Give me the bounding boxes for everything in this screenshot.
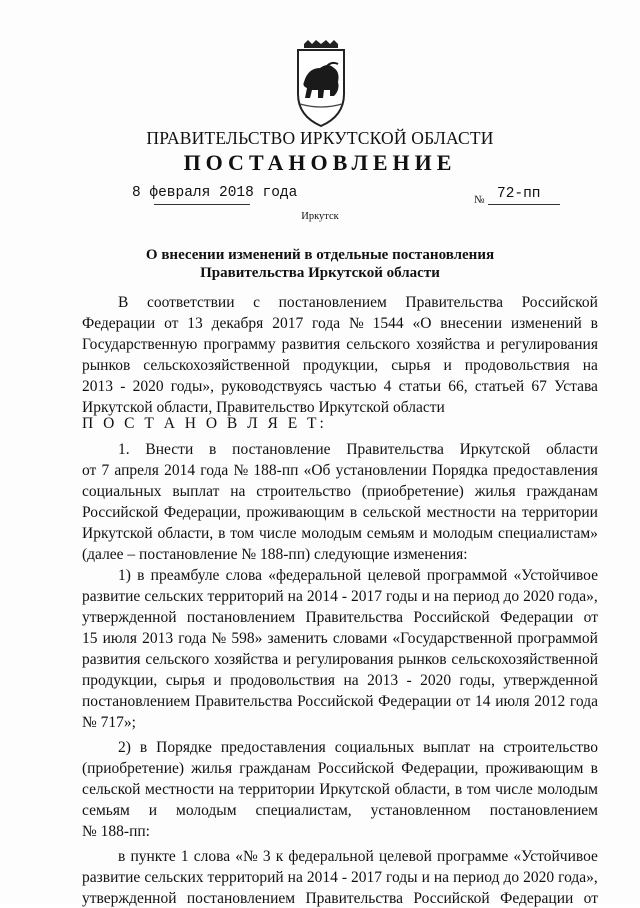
body-line — [82, 672, 598, 690]
body-word: от — [456, 693, 471, 710]
body-word: 13 — [187, 315, 203, 332]
body-word: года», — [558, 869, 598, 886]
body-word: на — [343, 672, 359, 689]
body-word: сельских — [144, 588, 204, 605]
body-word: в — [218, 525, 226, 542]
body-word: Иркутской — [319, 781, 390, 798]
body-word: 2020 — [523, 588, 555, 605]
body-word: № — [233, 462, 249, 479]
body-word: проживающим — [246, 504, 345, 521]
body-word: территории — [238, 781, 315, 798]
body-word: 2014 — [164, 462, 196, 479]
body-word: 2017 — [351, 869, 383, 886]
body-word: на — [287, 588, 303, 605]
body-word: период — [453, 588, 500, 605]
body-word: годы, — [459, 672, 495, 689]
body-word: целевой — [378, 848, 432, 865]
body-word: хозяйства — [214, 651, 279, 668]
body-word: в — [118, 848, 126, 865]
body-word: В — [118, 294, 129, 311]
body-line — [82, 504, 598, 522]
body-word: числе — [258, 525, 297, 542]
body-line — [118, 294, 598, 312]
body-word: 2013 — [367, 672, 399, 689]
body-word: Правительства — [305, 609, 403, 626]
body-word: числе — [495, 781, 533, 798]
body-line: Иркутской области, Правительство Иркутской области — [82, 399, 445, 416]
body-word: области, — [157, 525, 214, 542]
body-word: 2020 — [523, 869, 555, 886]
date-underline — [154, 204, 250, 205]
body-word: № — [348, 315, 364, 332]
body-line — [82, 890, 598, 908]
body-word: сельской — [362, 504, 422, 521]
body-word: и — [421, 588, 430, 605]
body-word: 2013 — [82, 378, 113, 395]
body-word: 3 — [262, 848, 271, 865]
body-word: Государственную — [82, 336, 198, 353]
body-word: и — [213, 672, 222, 689]
body-word: «О — [412, 315, 432, 332]
body-word: том — [230, 525, 255, 542]
body-word: 598» — [231, 630, 263, 647]
body-line — [118, 567, 598, 585]
body-line — [82, 651, 598, 669]
body-word: регулирования — [500, 336, 598, 353]
body-line: № 188-пп: — [82, 823, 150, 840]
body-word: в — [590, 315, 598, 332]
body-word: сельского — [145, 651, 210, 668]
body-word: постановлением — [278, 294, 387, 311]
body-word: специалистам» — [497, 525, 598, 542]
heading-line-2: Правительства Иркутской области — [200, 265, 440, 281]
body-word: и — [148, 802, 158, 819]
body-word: установлении — [335, 462, 427, 479]
body-line: (далее – постановление № 188-пп) следующие изменения: — [82, 546, 468, 563]
body-word: молодым — [537, 781, 598, 798]
body-word: Российской — [413, 609, 490, 626]
body-word: развития — [82, 651, 141, 668]
body-word: утвержденной — [82, 890, 177, 907]
body-word: года — [178, 630, 207, 647]
body-word: 2017 — [351, 588, 383, 605]
body-word: декабря — [211, 315, 264, 332]
body-word: Российской — [297, 693, 374, 710]
body-word: продовольствия — [230, 672, 336, 689]
body-word: слова — [193, 848, 231, 865]
body-word: 1 — [180, 848, 189, 865]
body-word: том — [466, 781, 491, 798]
body-line — [82, 630, 598, 648]
body-line — [82, 781, 598, 799]
body-word: и — [486, 336, 495, 353]
body-word: Правительства — [305, 890, 403, 907]
body-word: Иркутской — [82, 525, 153, 542]
body-word: и — [419, 525, 428, 542]
body-line — [82, 525, 598, 543]
body-word: установленном — [370, 802, 471, 819]
coat-of-arms-emblem — [290, 38, 352, 128]
body-word: слова — [225, 567, 262, 584]
body-word: от — [82, 462, 97, 479]
body-line — [82, 693, 598, 711]
document-type-title: ПОСТАНОВЛЕНИЕ — [183, 150, 457, 175]
body-word: Правительства — [346, 441, 444, 458]
body-word: изменений — [510, 315, 582, 332]
body-word: до — [503, 588, 520, 605]
body-word: социальных — [334, 739, 415, 756]
body-word: утвержденной — [82, 609, 177, 626]
body-word: «Об — [303, 462, 331, 479]
body-word: в — [209, 441, 217, 458]
body-word: на — [433, 869, 450, 886]
body-word: гражданам — [239, 760, 311, 777]
body-word: семьям — [366, 525, 415, 542]
body-word: области, — [394, 781, 451, 798]
body-word: социальных — [82, 483, 162, 500]
document-heading — [80, 246, 560, 282]
body-word: Российской — [317, 760, 395, 777]
body-word: 2) — [118, 739, 131, 756]
body-word: Федерации, — [401, 760, 479, 777]
body-word: молодым — [432, 525, 494, 542]
body-word: сырья — [165, 672, 205, 689]
body-word: «Государственной — [392, 630, 513, 647]
body-word: строительство — [256, 483, 351, 500]
body-word: регулирования — [296, 651, 394, 668]
body-word: жилья — [474, 483, 516, 500]
body-word: 2013 — [142, 630, 174, 647]
body-word: специалистам, — [255, 802, 352, 819]
body-word: внесении — [440, 315, 502, 332]
body-word: Российской — [413, 890, 490, 907]
body-word: сельской — [82, 781, 141, 798]
body-word: года — [200, 462, 229, 479]
body-word: 14 — [475, 693, 491, 710]
body-word: программу — [203, 336, 276, 353]
body-word: продукции, — [302, 357, 379, 374]
document-number: 72-пп — [497, 186, 541, 202]
body-word: года — [569, 693, 598, 710]
body-word: апреля — [114, 462, 159, 479]
body-word: соответствии — [146, 294, 235, 311]
body-word: от — [164, 315, 179, 332]
body-word: 2014 — [306, 588, 338, 605]
body-word: - — [341, 588, 348, 605]
body-word: рынков — [398, 651, 447, 668]
body-word: преамбуле — [150, 567, 220, 584]
body-line — [82, 336, 598, 354]
body-word: сельских — [144, 869, 204, 886]
body-word: постановлением — [82, 693, 191, 710]
body-word: в — [137, 567, 145, 584]
body-word: годы», — [170, 378, 214, 395]
body-word: территорий — [207, 869, 284, 886]
body-word: и — [283, 651, 292, 668]
body-line — [118, 739, 598, 757]
body-word: Правительства — [405, 294, 503, 311]
body-line — [82, 802, 598, 820]
heading-line-1: О внесении изменений в отдельные постановления — [145, 247, 495, 263]
document-date: 8 февраля 2018 года — [132, 185, 298, 201]
body-word: «Устойчивое — [513, 848, 598, 865]
body-word: сельскохозяйственной — [143, 357, 290, 374]
body-line — [82, 315, 598, 333]
body-line — [82, 483, 598, 501]
body-word: на — [582, 357, 598, 374]
body-word: года — [312, 315, 341, 332]
body-line — [118, 441, 598, 459]
body-word: программой — [426, 567, 508, 584]
body-word: постановлением — [186, 890, 296, 907]
body-line — [82, 869, 598, 887]
body-word: постановление — [232, 441, 331, 458]
body-word: словами — [332, 630, 388, 647]
body-word: Федерации, — [163, 504, 241, 521]
body-word: - — [341, 869, 348, 886]
body-word: молодым — [301, 525, 362, 542]
body-line — [82, 357, 598, 375]
body-word: Устава — [554, 378, 598, 395]
body-word: сырья — [391, 357, 431, 374]
number-underline — [488, 204, 560, 205]
body-word: на — [433, 588, 450, 605]
body-word: руководствуясь — [221, 378, 323, 395]
body-word: 2020 — [132, 378, 164, 395]
body-word: гражданам — [526, 483, 598, 500]
body-word: программе — [437, 848, 509, 865]
body-word: 2012 — [534, 693, 566, 710]
issuing-authority: ПРАВИТЕЛЬСТВО ИРКУТСКОЙ ОБЛАСТИ — [146, 128, 494, 148]
number-sign: № — [474, 194, 485, 206]
body-word: статьей — [474, 378, 525, 395]
body-word: «№ — [235, 848, 258, 865]
body-word: заменить — [267, 630, 328, 647]
body-word: период — [453, 869, 500, 886]
body-word: Федерации — [82, 315, 156, 332]
body-word: молодым — [176, 802, 237, 819]
body-word: на — [287, 869, 303, 886]
body-word: развития — [281, 336, 341, 353]
body-word: 67 — [531, 378, 547, 395]
body-word: на — [479, 739, 495, 756]
body-word: годы — [386, 869, 418, 886]
body-line — [82, 588, 598, 606]
body-word: 15 — [82, 630, 98, 647]
body-word: Внести — [145, 441, 194, 458]
body-word: 2020 — [420, 672, 452, 689]
body-line — [82, 760, 598, 778]
body-word: - — [406, 672, 412, 689]
body-word: семьям — [82, 802, 130, 819]
body-word: выплат — [172, 483, 220, 500]
body-word: в — [139, 739, 148, 756]
body-word: продукции, — [82, 672, 158, 689]
body-word: постановлением — [186, 609, 296, 626]
body-word: сельскохозяйственной — [451, 651, 598, 668]
body-line — [82, 462, 598, 480]
body-word: целевой — [367, 567, 421, 584]
body-word: с — [253, 294, 261, 311]
body-word: сельского — [346, 336, 411, 353]
body-word: «федеральной — [268, 567, 362, 584]
body-word: 1544 — [372, 315, 404, 332]
body-word: до — [503, 869, 520, 886]
body-line — [118, 848, 598, 866]
body-word: «Устойчивое — [513, 567, 598, 584]
body-word: предоставления — [493, 462, 598, 479]
body-word: 188-пп — [253, 462, 299, 479]
body-word: 66, — [448, 378, 468, 395]
body-word: частью — [329, 378, 377, 395]
body-word: на — [501, 504, 517, 521]
body-word: - — [120, 378, 126, 395]
body-line — [82, 378, 598, 396]
body-word: июля — [495, 693, 530, 710]
body-word: утвержденной — [503, 672, 598, 689]
body-word: в — [454, 781, 463, 798]
body-word: предоставления — [220, 739, 326, 756]
body-word: территории — [521, 504, 598, 521]
body-word: 2017 — [272, 315, 304, 332]
body-word: Правительства — [194, 693, 293, 710]
body-word: 4 — [383, 378, 392, 395]
body-word: годы — [386, 588, 418, 605]
body-word: Порядка — [431, 462, 488, 479]
body-word: Федерации — [500, 609, 574, 626]
body-word: № — [211, 630, 227, 647]
body-word: строительство — [503, 739, 598, 756]
body-word: территорий — [207, 588, 284, 605]
body-word: Иркутской — [459, 441, 531, 458]
body-word: Российской — [82, 504, 159, 521]
body-word: статьи — [398, 378, 442, 395]
body-line — [82, 609, 598, 627]
body-word: 2014 — [306, 869, 338, 886]
body-word: развитие — [82, 869, 141, 886]
body-word: программой — [517, 630, 598, 647]
body-word: на — [218, 781, 234, 798]
body-word: Порядке — [156, 739, 212, 756]
body-word: от — [583, 609, 598, 626]
body-line: № 717»; — [82, 714, 136, 731]
body-word: жилья — [191, 760, 233, 777]
body-word: постановлением — [489, 802, 598, 819]
body-word: пункте — [130, 848, 176, 865]
body-word: хозяйства — [416, 336, 481, 353]
body-word: (приобретение) — [82, 760, 185, 777]
body-word: Российской — [521, 294, 598, 311]
body-word: области — [546, 441, 598, 458]
body-word: 1) — [118, 567, 131, 584]
body-word: выплат — [423, 739, 471, 756]
body-word: и — [421, 869, 430, 886]
body-word: на — [230, 483, 246, 500]
body-word: года», — [558, 588, 598, 605]
body-word: федеральной — [288, 848, 374, 865]
body-word: развитие — [82, 588, 141, 605]
body-word: 1. — [118, 441, 130, 458]
body-word: местности — [145, 781, 215, 798]
body-word: июля — [102, 630, 137, 647]
body-word: рынков — [82, 357, 131, 374]
body-word: (приобретение) — [361, 483, 464, 500]
body-word: от — [583, 890, 598, 907]
body-word: местности — [426, 504, 496, 521]
body-line: П О С Т А Н О В Л Я Е Т: — [82, 415, 327, 432]
body-word: в — [590, 760, 598, 777]
body-word: к — [275, 848, 284, 865]
city-label: Иркутск — [301, 211, 339, 222]
body-word: в — [349, 504, 358, 521]
body-word: Федерации — [378, 693, 452, 710]
body-word: проживающим — [485, 760, 584, 777]
body-word: продовольствия — [464, 357, 570, 374]
body-word: и — [443, 357, 452, 374]
body-word: 7 — [101, 462, 110, 479]
body-word: Федерации — [500, 890, 574, 907]
